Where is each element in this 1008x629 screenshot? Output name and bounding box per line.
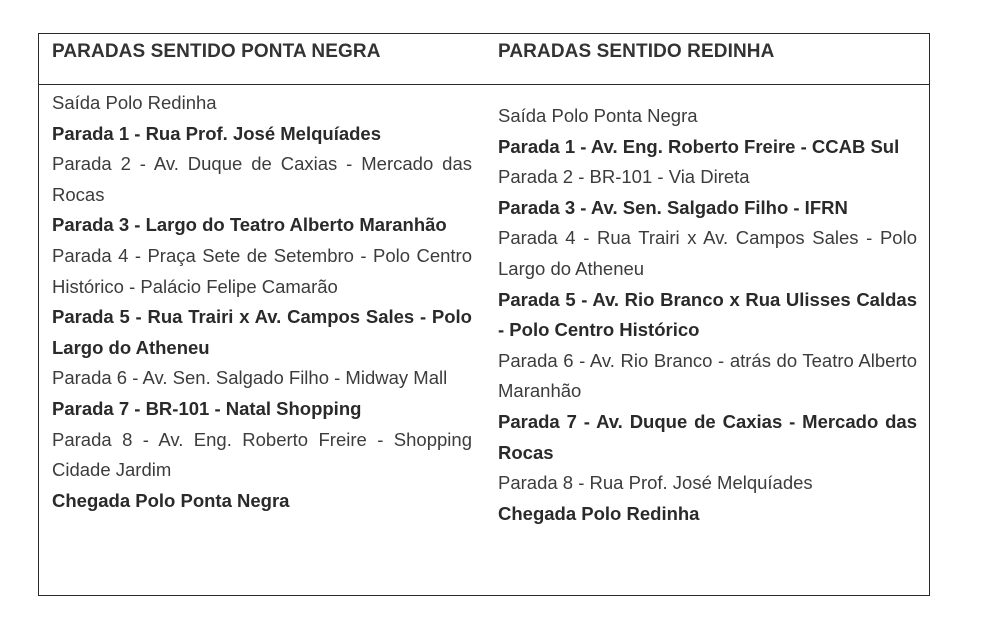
header-ponta-negra: PARADAS SENTIDO PONTA NEGRA (52, 41, 381, 62)
stop-item: Parada 6 - Av. Rio Branco - atrás do Teatro Alberto Maranhão (498, 349, 917, 402)
stop-item: Parada 1 - Av. Eng. Roberto Freire - CCAB Sul (498, 135, 900, 157)
stop-item: Chegada Polo Redinha (498, 502, 700, 524)
stop-item: Parada 2 - BR-101 - Via Direta (498, 166, 750, 188)
header-redinha: PARADAS SENTIDO REDINHA (498, 41, 775, 62)
stop-item: Saída Polo Redinha (52, 92, 217, 113)
stop-item: Parada 7 - Av. Duque de Caxias - Mercado das Rocas (498, 410, 917, 463)
stop-item: Saída Polo Ponta Negra (498, 105, 698, 126)
bus-stops-table (38, 33, 930, 596)
stop-item: Parada 7 - BR-101 - Natal Shopping (52, 397, 362, 419)
stop-item: Parada 5 - Av. Rio Branco x Rua Ulisses Caldas - Polo Centro Histórico (498, 288, 917, 341)
stop-item: Parada 2 - Av. Duque de Caxias - Mercado das Rocas (52, 153, 472, 205)
stop-item: Parada 8 - Rua Prof. José Melquíades (498, 472, 813, 494)
stop-item: Parada 3 - Av. Sen. Salgado Filho - IFRN (498, 196, 848, 218)
stop-item: Parada 8 - Av. Eng. Roberto Freire - Shopping Cidade Jardim (52, 428, 472, 481)
stops-column-redinha (498, 101, 917, 529)
stop-item: Parada 6 - Av. Sen. Salgado Filho - Midway Mall (52, 367, 448, 389)
stop-item: Parada 5 - Rua Trairi x Av. Campos Sales - Polo Largo do Atheneu (52, 306, 472, 358)
stops-column-ponta-negra (52, 88, 472, 516)
table-header-row (39, 34, 929, 85)
stop-item: Parada 3 - Largo do Teatro Alberto Maranhão (52, 214, 447, 236)
stop-item: Parada 4 - Rua Trairi x Av. Campos Sales - Polo Largo do Atheneu (498, 227, 917, 279)
stop-item: Parada 4 - Praça Sete de Setembro - Polo Centro Histórico - Palácio Felipe Camarão (52, 244, 472, 297)
stop-item: Chegada Polo Ponta Negra (52, 489, 290, 511)
stop-item: Parada 1 - Rua Prof. José Melquíades (52, 122, 381, 144)
